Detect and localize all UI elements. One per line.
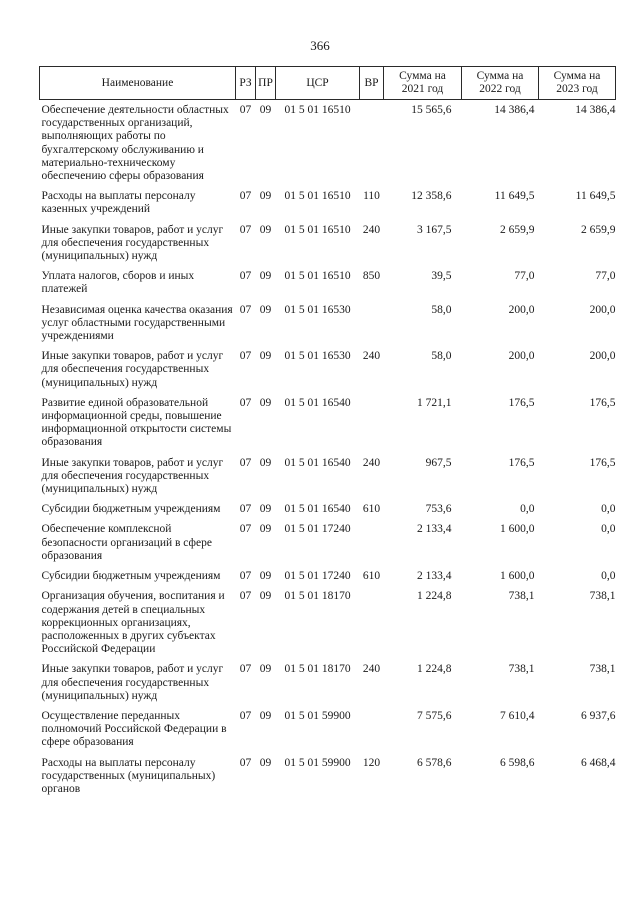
cell-csr: 01 5 01 16510 (284, 190, 351, 203)
cell-csr: 01 5 01 16510 (284, 104, 351, 116)
cell-csr: 01 5 01 59900 (284, 756, 351, 769)
cell-rz: 07 (239, 104, 252, 116)
cell-sum-2023: 14 386,4 (575, 104, 616, 116)
cell-sum-2023: 200,0 (589, 350, 616, 363)
cell-sum-2021: 58,0 (431, 350, 452, 363)
cell-sum-2023: 2 659,9 (581, 223, 616, 236)
cell-pr: 09 (259, 270, 272, 283)
page-number: 366 (310, 38, 330, 53)
cell-name: Расходы на выплаты персоналу казенных учреждений (41, 190, 196, 216)
table-row (40, 590, 616, 663)
cell-sum-2021: 1 224,8 (417, 663, 452, 676)
cell-pr: 09 (259, 709, 272, 722)
table-row (40, 503, 616, 523)
cell-name: Развитие единой образовательной информационной среды, повышение информационной открытости системы образования (41, 396, 232, 449)
cell-vr: 240 (362, 223, 381, 236)
table-row (40, 224, 616, 271)
cell-sum-2023: 176,5 (589, 396, 616, 409)
cell-csr: 01 5 01 16510 (284, 270, 351, 283)
cell-sum-2023: 738,1 (589, 663, 616, 676)
cell-name: Субсидии бюджетным учреждениям (41, 503, 221, 516)
cell-sum-2021: 7 575,6 (417, 709, 452, 722)
cell-csr: 01 5 01 18170 (284, 663, 351, 676)
cell-sum-2021: 12 358,6 (411, 190, 452, 203)
cell-name: Субсидии бюджетным учреждениям (41, 570, 221, 583)
table-row (40, 710, 616, 757)
cell-vr (360, 304, 384, 351)
cell-csr: 01 5 01 16510 (284, 223, 351, 236)
cell-vr (360, 397, 384, 457)
cell-name: Иные закупки товаров, работ и услуг для обеспечения государственных (муниципальных) нужд (41, 456, 224, 496)
cell-rz: 07 (239, 350, 252, 363)
cell-rz: 07 (239, 570, 252, 583)
cell-pr: 09 (259, 396, 272, 409)
cell-pr: 09 (259, 350, 272, 363)
table-body (40, 100, 616, 804)
cell-sum-2022: 176,5 (508, 396, 535, 409)
cell-sum-2022: 11 649,5 (494, 190, 535, 203)
cell-pr: 09 (259, 104, 272, 116)
cell-csr: 01 5 01 18170 (284, 590, 351, 603)
cell-sum-2022: 200,0 (508, 303, 535, 316)
table-row (40, 397, 616, 457)
cell-name: Обеспечение деятельности областных государственных организаций, выполняющих работы по бухгалтерскому обслуживанию и материально-техническому обеспечению сферы образования (41, 104, 229, 183)
cell-sum-2021: 967,5 (425, 456, 452, 469)
cell-pr: 09 (259, 456, 272, 469)
cell-vr (360, 523, 384, 570)
header-sum-2021: Сумма на 2021 год (384, 67, 462, 100)
table-header (40, 67, 616, 100)
cell-sum-2022: 1 600,0 (500, 523, 535, 536)
table-row (40, 304, 616, 351)
table-row (40, 570, 616, 590)
cell-sum-2023: 11 649,5 (575, 190, 616, 203)
cell-sum-2021: 3 167,5 (417, 223, 452, 236)
cell-name: Обеспечение комплексной безопасности организаций в сфере образования (41, 523, 212, 562)
cell-sum-2023: 200,0 (589, 303, 616, 316)
cell-sum-2022: 77,0 (514, 270, 535, 283)
header-pr: ПР (256, 67, 276, 100)
cell-rz: 07 (239, 270, 252, 283)
budget-table (39, 66, 616, 803)
cell-csr: 01 5 01 17240 (284, 570, 351, 583)
cell-name: Расходы на выплаты персоналу государственных (муниципальных) органов (41, 756, 216, 795)
cell-pr: 09 (259, 756, 272, 769)
cell-sum-2021: 1 721,1 (417, 396, 452, 409)
cell-pr: 09 (259, 663, 272, 676)
cell-csr: 01 5 01 16540 (284, 503, 351, 516)
cell-csr: 01 5 01 59900 (284, 709, 351, 722)
cell-sum-2023: 77,0 (595, 270, 616, 283)
cell-vr: 110 (363, 190, 380, 203)
cell-vr (360, 100, 384, 191)
cell-vr: 240 (362, 350, 381, 363)
cell-sum-2022: 0,0 (520, 503, 535, 516)
cell-rz: 07 (239, 223, 252, 236)
cell-sum-2023: 176,5 (589, 456, 616, 469)
cell-sum-2023: 0,0 (601, 570, 616, 583)
cell-pr: 09 (259, 503, 272, 516)
cell-pr: 09 (259, 190, 272, 203)
table-row (40, 350, 616, 397)
cell-sum-2022: 2 659,9 (500, 223, 535, 236)
cell-rz: 07 (239, 709, 252, 722)
cell-name: Иные закупки товаров, работ и услуг для обеспечения государственных (муниципальных) нужд (41, 663, 224, 702)
header-vr: ВР (360, 67, 384, 100)
cell-vr (360, 590, 384, 663)
cell-pr: 09 (259, 523, 272, 536)
cell-csr: 01 5 01 16540 (284, 396, 351, 409)
cell-sum-2023: 6 937,6 (581, 709, 616, 722)
header-sum-2023: Сумма на 2023 год (539, 67, 616, 100)
cell-vr: 240 (362, 663, 381, 676)
cell-sum-2022: 738,1 (508, 663, 535, 676)
cell-sum-2022: 1 600,0 (500, 570, 535, 583)
cell-sum-2023: 738,1 (589, 590, 616, 603)
cell-vr: 610 (362, 570, 381, 583)
cell-name: Независимая оценка качества оказания услуг областными государственными учреждениями (41, 303, 233, 343)
cell-rz: 07 (239, 503, 252, 516)
cell-sum-2022: 738,1 (508, 590, 535, 603)
header-name: Наименование (40, 67, 236, 100)
cell-sum-2021: 39,5 (431, 270, 452, 283)
cell-sum-2022: 176,5 (508, 456, 535, 469)
cell-name: Иные закупки товаров, работ и услуг для обеспечения государственных (муниципальных) нужд (41, 223, 224, 263)
cell-rz: 07 (239, 590, 252, 603)
cell-sum-2023: 0,0 (601, 503, 616, 516)
cell-csr: 01 5 01 16530 (284, 350, 351, 363)
cell-pr: 09 (259, 570, 272, 583)
table-row (40, 270, 616, 303)
cell-sum-2021: 6 578,6 (417, 756, 452, 769)
cell-sum-2023: 6 468,4 (581, 756, 616, 769)
table-row (40, 663, 616, 710)
cell-sum-2022: 7 610,4 (500, 709, 535, 722)
table-row (40, 457, 616, 504)
cell-vr: 610 (362, 503, 381, 516)
cell-sum-2022: 14 386,4 (494, 104, 535, 116)
cell-rz: 07 (239, 190, 252, 203)
cell-sum-2021: 15 565,6 (411, 104, 452, 116)
table-row (40, 523, 616, 570)
cell-name: Уплата налогов, сборов и иных платежей (41, 270, 195, 296)
cell-name: Иные закупки товаров, работ и услуг для обеспечения государственных (муниципальных) нужд (41, 350, 224, 389)
table-row (40, 190, 616, 223)
table-row (40, 757, 616, 804)
cell-sum-2021: 1 224,8 (417, 590, 452, 603)
cell-rz: 07 (239, 303, 252, 316)
cell-name: Организация обучения, воспитания и содержания детей в специальных коррекционных организациях, расположенных в других субъектах Российской Федерации (41, 590, 225, 656)
cell-sum-2021: 753,6 (425, 503, 452, 516)
cell-pr: 09 (259, 303, 272, 316)
cell-rz: 07 (239, 523, 252, 536)
cell-sum-2022: 6 598,6 (500, 756, 535, 769)
cell-rz: 07 (239, 756, 252, 769)
table-row (40, 100, 616, 191)
cell-sum-2021: 2 133,4 (417, 570, 452, 583)
cell-pr: 09 (259, 590, 272, 603)
cell-rz: 07 (239, 456, 252, 469)
cell-rz: 07 (239, 396, 252, 409)
cell-sum-2022: 200,0 (508, 350, 535, 363)
cell-vr: 120 (362, 756, 381, 769)
cell-vr: 850 (362, 270, 381, 283)
cell-csr: 01 5 01 17240 (284, 523, 351, 536)
cell-sum-2023: 0,0 (601, 523, 616, 536)
cell-vr: 240 (362, 456, 381, 469)
cell-sum-2021: 58,0 (431, 303, 452, 316)
cell-rz: 07 (239, 663, 252, 676)
cell-name: Осуществление переданных полномочий Российской Федерации в сфере образования (41, 709, 227, 749)
header-sum-2022: Сумма на 2022 год (462, 67, 539, 100)
header-csr: ЦСР (276, 67, 360, 100)
cell-sum-2021: 2 133,4 (417, 523, 452, 536)
cell-pr: 09 (259, 223, 272, 236)
cell-csr: 01 5 01 16540 (284, 456, 351, 469)
header-rz: РЗ (236, 67, 256, 100)
cell-vr (360, 710, 384, 757)
cell-csr: 01 5 01 16530 (284, 303, 351, 316)
